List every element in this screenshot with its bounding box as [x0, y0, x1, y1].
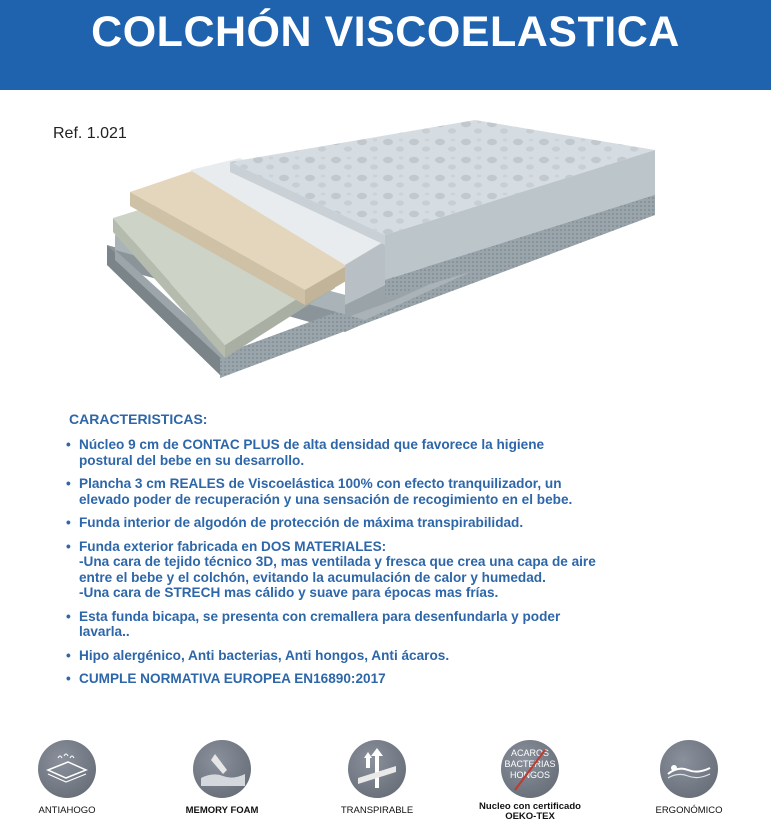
header-banner [0, 0, 771, 90]
feature-icons-row [0, 735, 771, 825]
bullet-icon: • [66, 608, 71, 624]
icon-label: ERGONÓMICO [655, 805, 723, 816]
icon-memory-foam [162, 735, 282, 816]
feature-item: • Esta funda bicapa, se presenta con cremallera para desenfundarla y poder lavarla.. [66, 608, 561, 639]
icon-label-2: OEKO-TEX [505, 811, 555, 822]
oeko-line: ACAROS [510, 748, 549, 758]
icon-oeko-tex [470, 735, 590, 822]
mattress-illustration [95, 100, 675, 395]
feature-item: • Núcleo 9 cm de CONTAC PLUS de alta densidad que favorece la higiene postural del bebe en su desarrollo. [66, 437, 545, 468]
feature-item: • CUMPLE NORMATIVA EUROPEA EN16890:2017 [66, 671, 386, 686]
icon-label: ANTIAHOGO [38, 805, 96, 816]
icon-ergonomico [629, 735, 749, 816]
icon-label: TRANSPIRABLE [340, 805, 414, 816]
bullet-icon: • [66, 476, 71, 491]
bullet-icon: • [66, 647, 71, 663]
icon-antiahogo [7, 735, 127, 816]
feature-item: • Hipo alergénico, Anti bacterias, Anti hongos, Anti ácaros. [66, 647, 450, 663]
transpirable-icon [348, 740, 406, 798]
page-title: COLCHÓN VISCOELASTICA [91, 8, 680, 56]
bullet-icon: • [66, 671, 71, 686]
icon-label: MEMORY FOAM [185, 805, 259, 816]
icon-label: Nucleo con certificado [479, 801, 581, 812]
feature-item: • Funda interior de algodón de protección de máxima transpirabilidad. [66, 515, 524, 530]
feature-item: • Funda exterior fabricada en DOS MATERIALES: -Una cara de tejido técnico 3D, mas ventilada y fresca que crea una capa de aire entre el bebe y el colchón, evitando la acumulación de calor y humedad. -Una cara de STRECH mas cálido y suave para épocas mas frías. [66, 538, 596, 600]
ergonomico-icon [660, 740, 718, 798]
oeko-line: BACTERIAS [504, 759, 556, 769]
bullet-icon: • [66, 437, 71, 452]
memory-foam-icon [193, 740, 251, 798]
features-title: CARACTERISTICAS: [69, 411, 208, 427]
features-section [66, 411, 726, 695]
icon-transpirable [317, 735, 437, 816]
product-ref: Ref. 1.021 [53, 125, 127, 142]
bullet-icon: • [66, 538, 71, 554]
oeko-line: HONGOS [509, 770, 550, 780]
feature-item: • Plancha 3 cm REALES de Viscoelástica 100% con efecto tranquilizador, un elevado poder de recuperación y una sensación de recogimiento en el bebe. [66, 476, 573, 507]
oeko-tex-icon [501, 740, 559, 798]
bullet-icon: • [66, 515, 71, 530]
antiahogo-icon [38, 740, 96, 798]
